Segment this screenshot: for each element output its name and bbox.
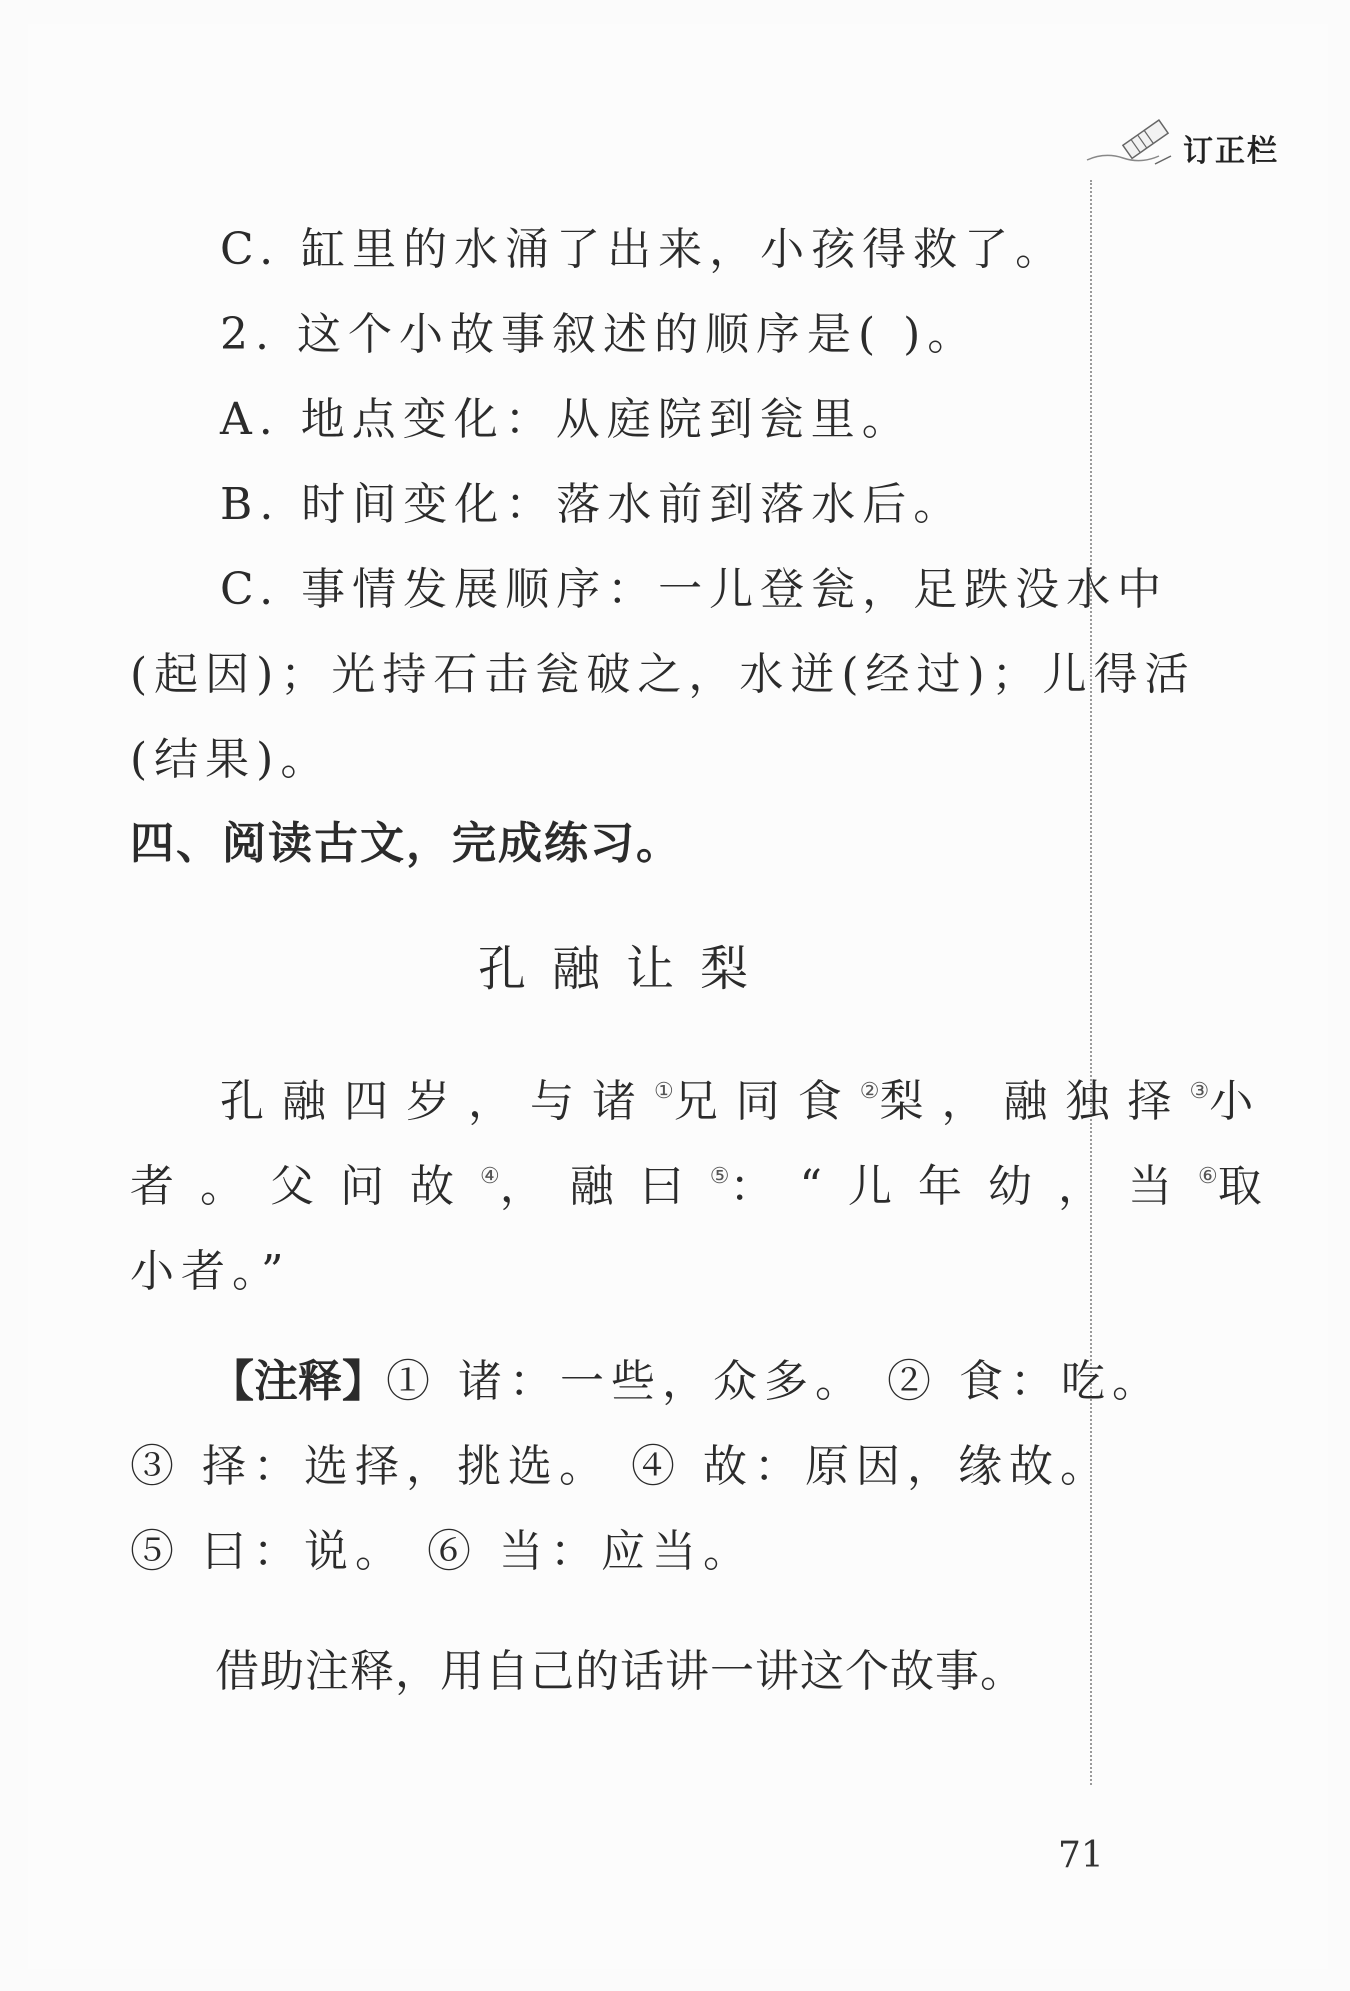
q2-option-b: B. 时间变化：落水前到落水后。	[220, 479, 965, 530]
q2-option-c-line2: (起因)；光持石击瓮破之，水迸(经过)；儿得活	[130, 649, 1196, 700]
notes-label: 【注释】	[210, 1356, 386, 1407]
footnote-marker: ⑤	[709, 1164, 730, 1189]
q2-option-c-line1: C. 事情发展顺序：一儿登瓮，足跌没水中	[220, 564, 1169, 615]
passage-title: 孔融让梨	[478, 941, 775, 997]
correction-column-divider	[1090, 180, 1092, 1785]
correction-column-label: 订正栏	[1183, 134, 1279, 169]
passage-line-1: 孔融四岁，与诸①兄同食②梨，融独择③小	[220, 1076, 1272, 1127]
footnote-marker: ③	[1189, 1079, 1210, 1104]
footnote-marker: ⑥	[1197, 1164, 1218, 1189]
q2-stem: 2. 这个小故事叙述的顺序是( )。	[220, 309, 979, 360]
notes-line-3: ⑤ 曰：说。 ⑥ 当：应当。	[130, 1526, 754, 1577]
correction-column-header	[1095, 112, 1325, 172]
footnote-marker: ②	[859, 1079, 880, 1104]
passage-line-3: 小者。”	[130, 1246, 291, 1297]
notes-line-1: 【注释】① 诸：一些，众多。 ② 食：吃。	[210, 1356, 1163, 1407]
pencil-eraser-icon	[1085, 112, 1195, 172]
section-four-heading: 四、阅读古文，完成练习。	[130, 818, 682, 869]
footnote-marker: ④	[480, 1164, 500, 1189]
notes-line-2: ③ 择：选择，挑选。 ④ 故：原因，缘故。	[130, 1441, 1111, 1492]
page-number: 71	[1058, 1835, 1104, 1876]
task-instruction: 借助注释，用自己的话讲一讲这个故事。	[215, 1646, 1025, 1697]
q1-option-c: C. 缸里的水涌了出来，小孩得救了。	[220, 224, 1067, 275]
q2-option-a: A. 地点变化：从庭院到瓮里。	[220, 394, 913, 445]
q2-option-c-line3: (结果)。	[130, 734, 332, 785]
footnote-marker: ①	[654, 1079, 674, 1104]
passage-line-2: 者。父问故④，融曰⑤：“儿年幼，当⑥取	[130, 1161, 1288, 1212]
